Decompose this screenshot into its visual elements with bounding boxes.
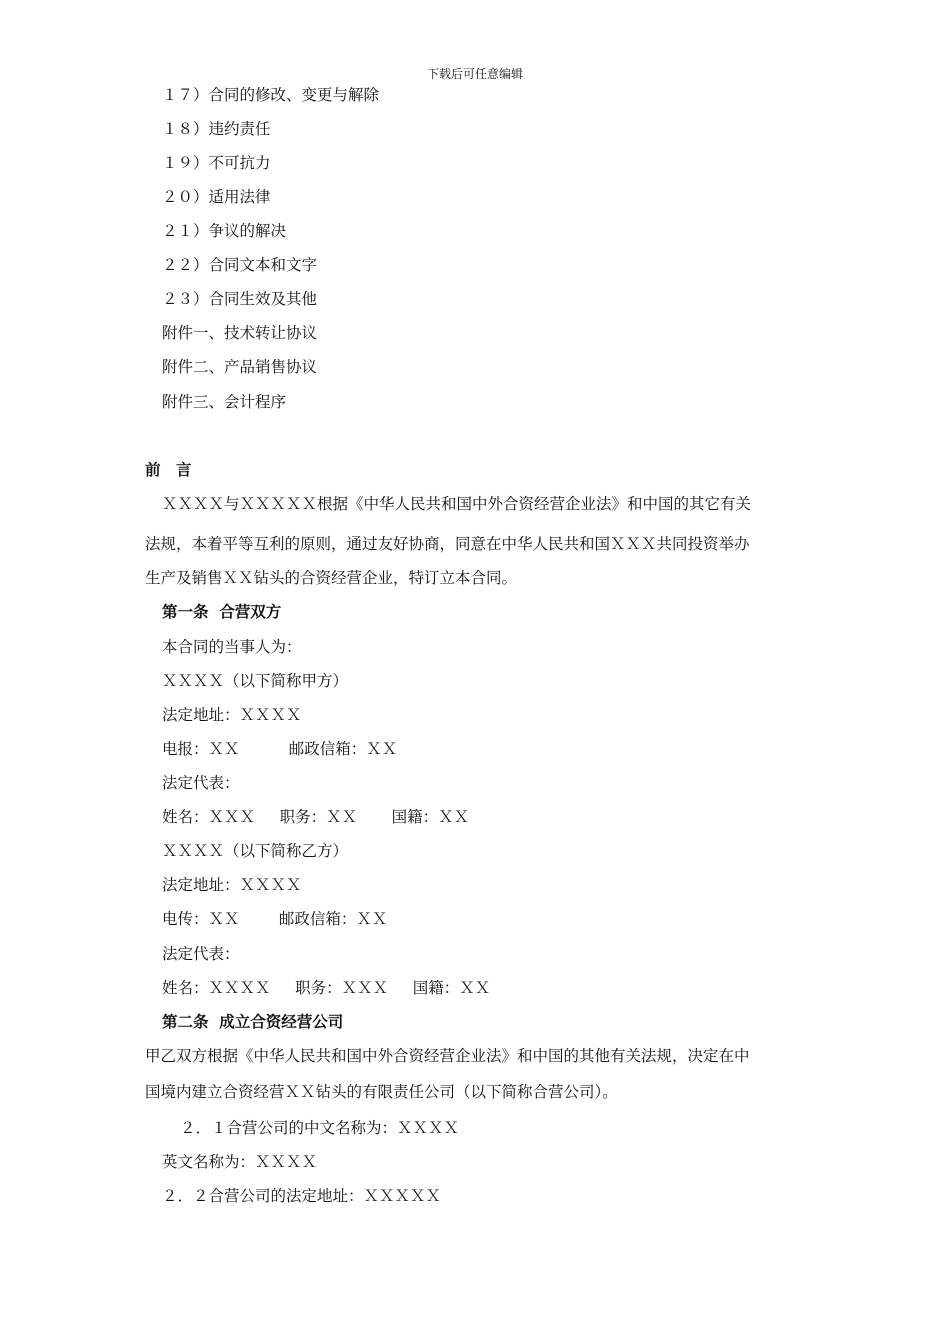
article-1-line: 本合同的当事人为：: [162, 638, 302, 656]
article-1-line: 电报：ＸＸ 邮政信箱：ＸＸ: [162, 740, 398, 758]
preface-line: 生产及销售ＸＸ钻头的合资经营企业，特订立本合同。: [145, 569, 518, 587]
article-2-line: ２．１合营公司的中文名称为：ＸＸＸＸ: [180, 1119, 460, 1137]
article-1-title: 第一条 合营双方: [162, 602, 282, 621]
toc-item: １９）不可抗力: [162, 154, 271, 172]
toc-item: １７）合同的修改、变更与解除: [162, 86, 380, 104]
toc-item: ２０）适用法律: [162, 188, 271, 206]
toc-item: 附件一、技术转让协议: [162, 324, 318, 342]
toc-item: ２１）争议的解决: [162, 222, 287, 240]
article-1-line: 电传：ＸＸ 邮政信箱：ＸＸ: [162, 910, 388, 928]
toc-item: 附件二、产品销售协议: [162, 358, 318, 376]
article-2-line: 英文名称为：ＸＸＸＸ: [162, 1153, 318, 1171]
article-1-line: ＸＸＸＸ（以下简称乙方）: [162, 842, 349, 860]
article-1-line: 姓名：ＸＸＸ 职务：ＸＸ 国籍：ＸＸ: [162, 808, 470, 826]
preface-title: 前 言: [145, 460, 192, 479]
article-1-line: 姓名：ＸＸＸＸ 职务：ＸＸＸ 国籍：ＸＸ: [162, 979, 491, 997]
preface-line: ＸＸＸＸ与ＸＸＸＸＸ根据《中华人民共和国中外合资经营企业法》和中国的其它有关: [162, 495, 752, 513]
article-2-line: ２．２合营公司的法定地址：ＸＸＸＸＸ: [162, 1187, 442, 1205]
toc-item: １８）违约责任: [162, 120, 271, 138]
toc-item: 附件三、会计程序: [162, 393, 287, 411]
preface-line: 法规，本着平等互利的原则，通过友好协商，同意在中华人民共和国ＸＸＸ共同投资举办: [145, 535, 750, 553]
article-2-line: 甲乙双方根据《中华人民共和国中外合资经营企业法》和中国的其他有关法规，决定在中: [145, 1047, 750, 1065]
article-2-line: 国境内建立合资经营ＸＸ钻头的有限责任公司（以下简称合营公司）。: [145, 1083, 618, 1101]
article-1-line: 法定代表：: [162, 774, 240, 792]
article-1-line: ＸＸＸＸ（以下简称甲方）: [162, 672, 349, 690]
article-2-title: 第二条 成立合资经营公司: [162, 1012, 344, 1031]
article-1-line: 法定地址：ＸＸＸＸ: [162, 876, 302, 894]
toc-item: ２２）合同文本和文字: [162, 256, 318, 274]
article-1-line: 法定代表：: [162, 945, 240, 963]
toc-item: ２３）合同生效及其他: [162, 290, 318, 308]
page-header: 下载后可任意编辑: [426, 67, 523, 81]
article-1-line: 法定地址：ＸＸＸＸ: [162, 706, 302, 724]
